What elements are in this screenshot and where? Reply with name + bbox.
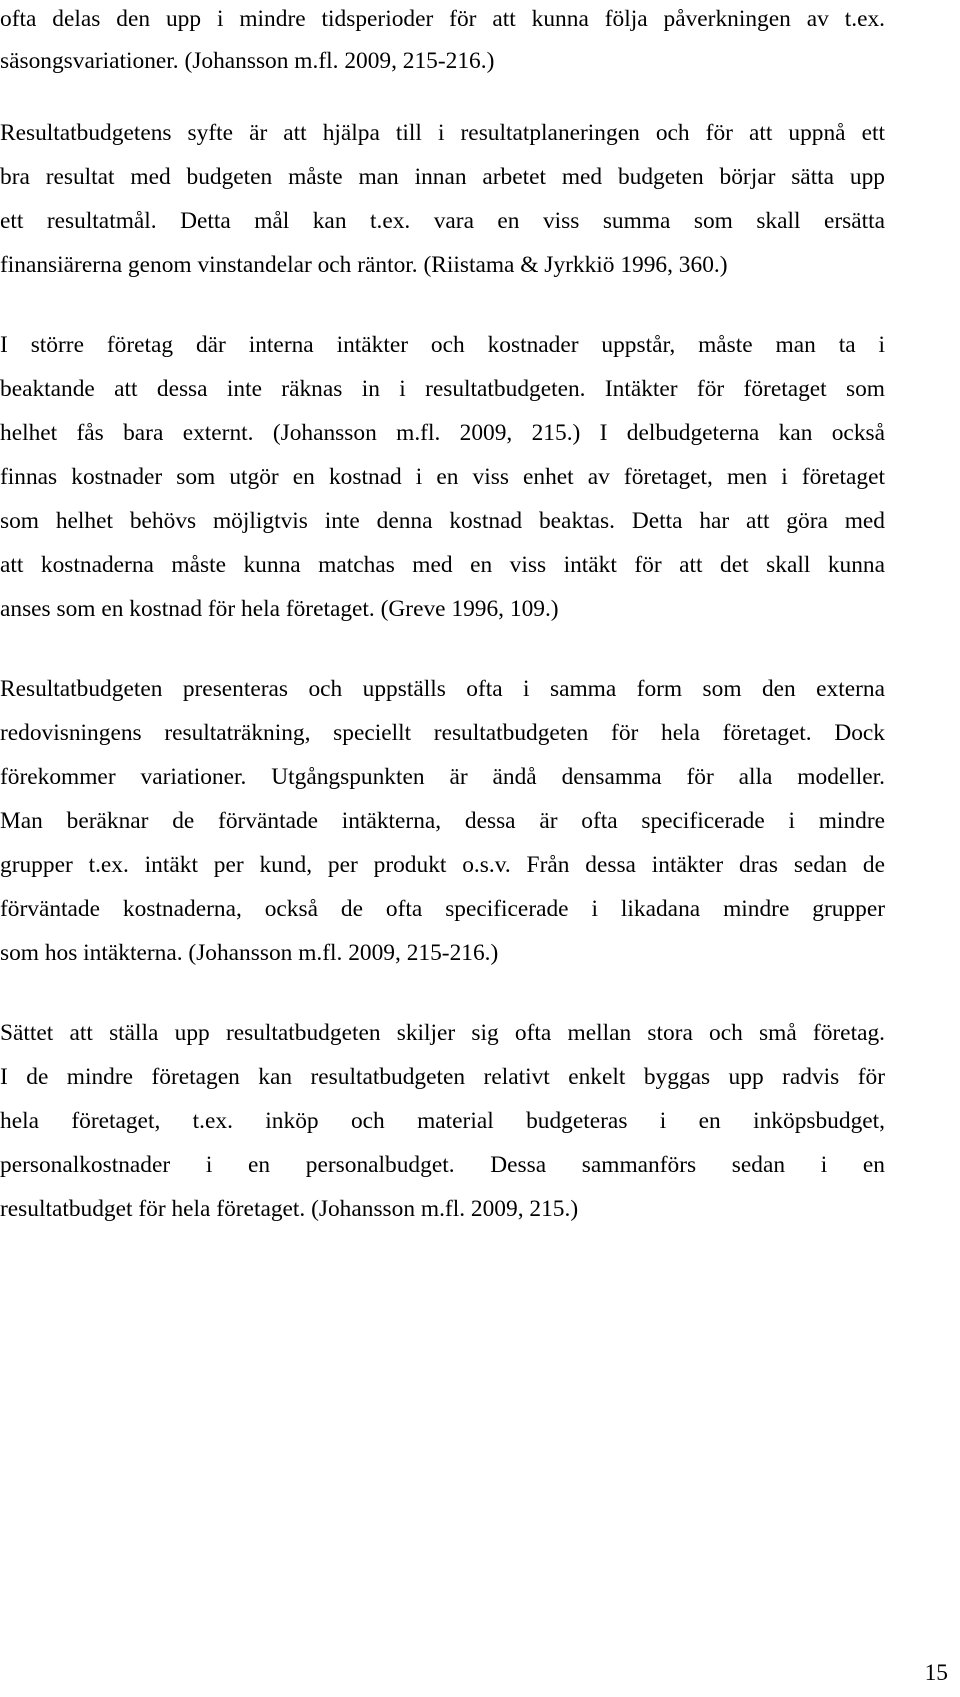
text-line: Resultatbudgetens syfte är att hjälpa till i resultatplaneringen och för att uppnå ett: [0, 120, 885, 146]
text-line: I större företag där interna intäkter och kostnader uppstår, måste man ta i: [0, 332, 885, 358]
text-line: helhet fås bara externt. (Johansson m.fl. 2009, 215.) I delbudgeterna kan också: [0, 420, 885, 446]
text-line: anses som en kostnad för hela företaget. (Greve 1996, 109.): [0, 596, 559, 622]
text-line: resultatbudget för hela företaget. (Johansson m.fl. 2009, 215.): [0, 1196, 579, 1222]
text-line: hela företaget, t.ex. inköp och material budgeteras i en inköpsbudget,: [0, 1108, 885, 1134]
page-number: 15: [924, 1660, 948, 1686]
text-line: förekommer variationer. Utgångspunkten är ändå densamma för alla modeller.: [0, 764, 885, 790]
text-line: personalkostnader i en personalbudget. Dessa sammanförs sedan i en: [0, 1152, 885, 1178]
text-line: finnas kostnader som utgör en kostnad i en viss enhet av företaget, men i företaget: [0, 464, 885, 490]
text-line: Sättet att ställa upp resultatbudgeten skiljer sig ofta mellan stora och små företag.: [0, 1020, 885, 1046]
text-line: I de mindre företagen kan resultatbudgeten relativt enkelt byggas upp radvis för: [0, 1064, 885, 1090]
text-line: säsongsvariationer. (Johansson m.fl. 2009, 215-216.): [0, 48, 495, 74]
text-line: bra resultat med budgeten måste man innan arbetet med budgeten börjar sätta upp: [0, 164, 885, 190]
text-line: finansiärerna genom vinstandelar och räntor. (Riistama & Jyrkkiö 1996, 360.): [0, 252, 728, 278]
text-line: redovisningens resultaträkning, speciellt resultatbudgeten för hela företaget. Dock: [0, 720, 885, 746]
text-line: förväntade kostnaderna, också de ofta specificerade i likadana mindre grupper: [0, 896, 885, 922]
text-line: Man beräknar de förväntade intäkterna, dessa är ofta specificerade i mindre: [0, 808, 885, 834]
text-line: beaktande att dessa inte räknas in i resultatbudgeten. Intäkter för företaget som: [0, 376, 885, 402]
text-line: ett resultatmål. Detta mål kan t.ex. vara en viss summa som skall ersätta: [0, 208, 885, 234]
text-line: att kostnaderna måste kunna matchas med en viss intäkt för att det skall kunna: [0, 552, 885, 578]
text-line: ofta delas den upp i mindre tidsperioder för att kunna följa påverkningen av t.ex.: [0, 6, 885, 32]
text-line: som hos intäkterna. (Johansson m.fl. 2009, 215-216.): [0, 940, 499, 966]
text-line: som helhet behövs möjligtvis inte denna kostnad beaktas. Detta har att göra med: [0, 508, 885, 534]
text-line: Resultatbudgeten presenteras och uppställs ofta i samma form som den externa: [0, 676, 885, 702]
text-line: grupper t.ex. intäkt per kund, per produkt o.s.v. Från dessa intäkter dras sedan de: [0, 852, 885, 878]
